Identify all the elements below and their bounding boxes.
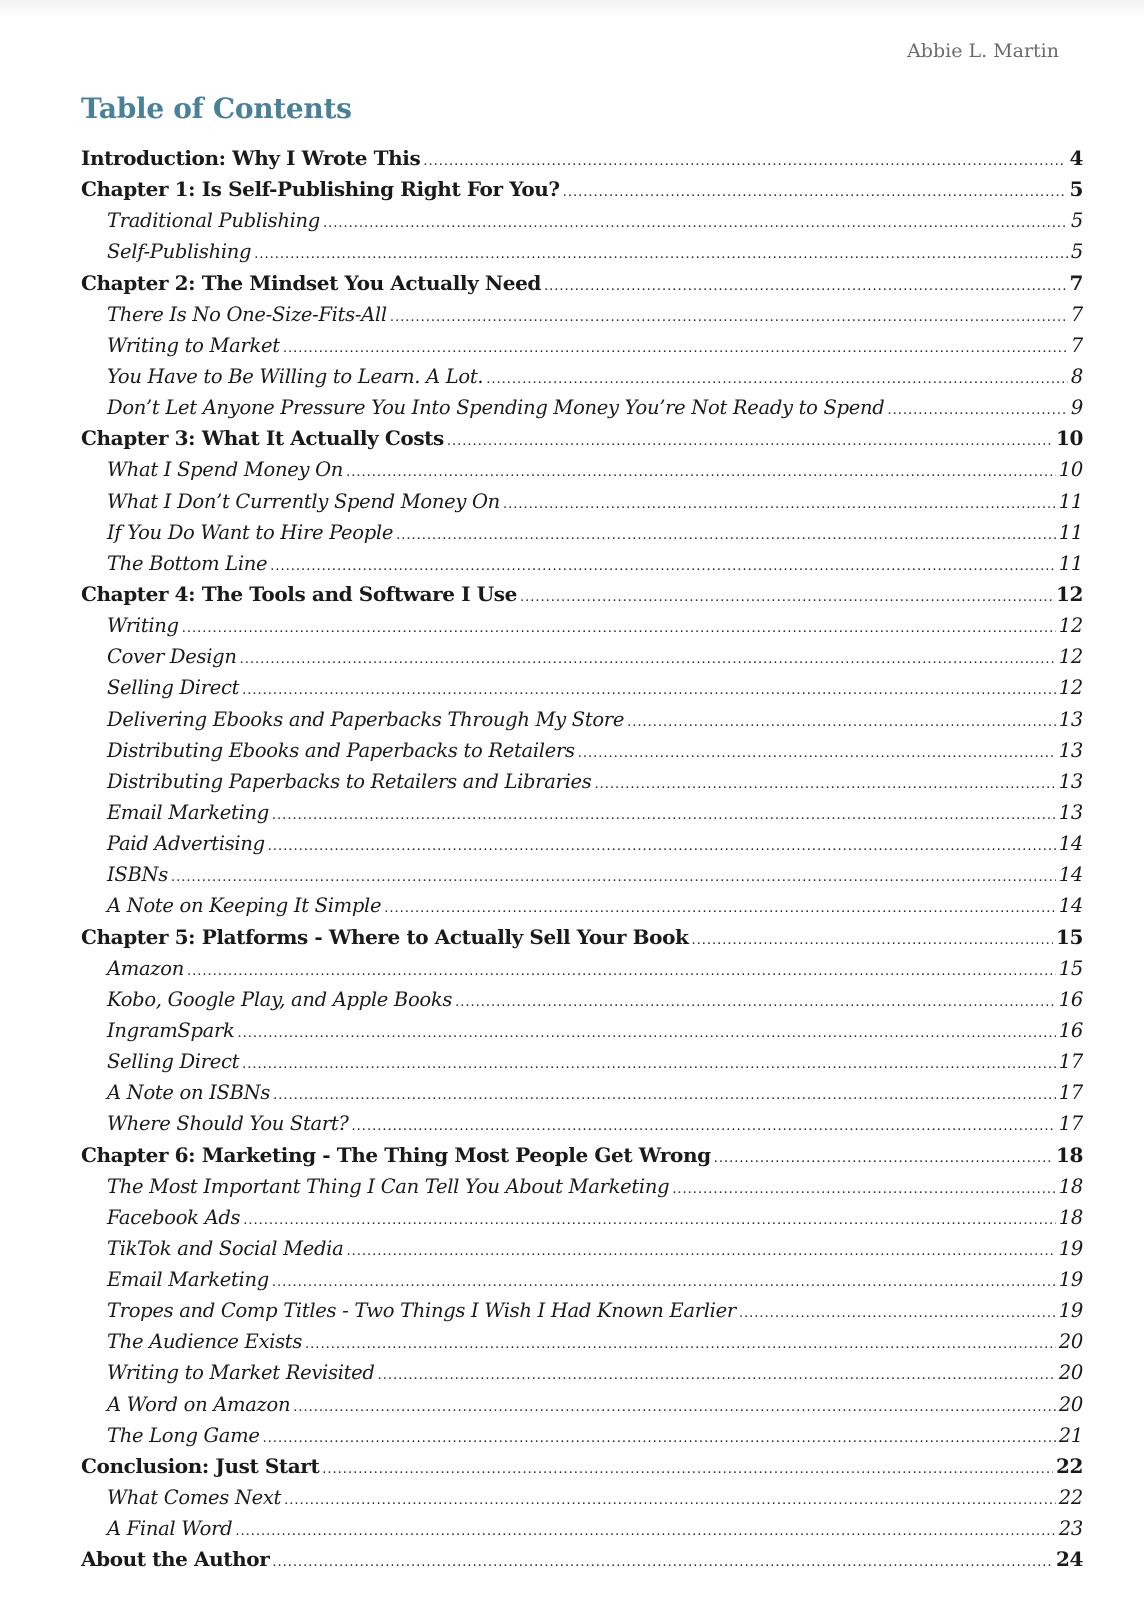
toc-entry-title: Writing to Market Revisited <box>107 1361 375 1385</box>
toc-dot-leader <box>272 1547 1053 1575</box>
toc-page-number: 12 <box>1058 676 1083 700</box>
toc-section-entry[interactable] <box>81 1295 1083 1326</box>
toc-dot-leader <box>263 1423 1056 1451</box>
toc-dot-leader <box>352 1111 1056 1139</box>
toc-dot-leader <box>284 1485 1056 1513</box>
toc-dot-leader <box>578 738 1056 766</box>
toc-section-entry[interactable] <box>81 704 1083 735</box>
toc-dot-leader <box>243 1205 1056 1233</box>
toc-dot-leader <box>384 893 1056 921</box>
toc-page-number: 7 <box>1070 302 1083 326</box>
toc-dot-leader <box>563 177 1067 205</box>
toc-page-number: 14 <box>1058 863 1083 887</box>
toc-page-number: 15 <box>1058 956 1083 980</box>
toc-page-number: 22 <box>1058 1486 1083 1510</box>
toc-dot-leader <box>270 551 1056 579</box>
toc-page-number: 7 <box>1070 333 1083 357</box>
toc-chapter-entry[interactable] <box>81 1544 1083 1575</box>
toc-section-entry[interactable] <box>81 486 1083 517</box>
toc-section-entry[interactable] <box>81 735 1083 766</box>
toc-page-number: 19 <box>1058 1268 1083 1292</box>
toc-dot-leader <box>242 675 1056 703</box>
toc-entry-title: A Note on ISBNs <box>107 1081 271 1105</box>
toc-page-number: 13 <box>1058 738 1083 762</box>
toc-page-number: 17 <box>1058 1050 1083 1074</box>
toc-entry-title: IngramSpark <box>107 1018 235 1042</box>
toc-dot-leader <box>240 644 1056 672</box>
toc-dot-leader <box>378 1360 1056 1388</box>
toc-entry-title: Email Marketing <box>107 1268 269 1292</box>
toc-entry-title: Chapter 3: What It Actually Costs <box>81 426 444 451</box>
toc-dot-leader <box>390 302 1068 330</box>
toc-entry-title: Where Should You Start? <box>107 1112 349 1136</box>
toc-page-number: 20 <box>1058 1361 1083 1385</box>
toc-section-entry[interactable] <box>81 205 1083 236</box>
toc-section-entry[interactable] <box>81 454 1083 485</box>
toc-page-number: 16 <box>1058 987 1083 1011</box>
toc-dot-leader <box>182 613 1056 641</box>
toc-entry-title: What I Don’t Currently Spend Money On <box>107 489 500 513</box>
toc-page-number: 20 <box>1058 1392 1083 1416</box>
toc-page-number: 18 <box>1058 1205 1083 1229</box>
toc-page-number: 17 <box>1058 1112 1083 1136</box>
toc-entry-title: You Have to Be Willing to Learn. A Lot. <box>107 364 484 388</box>
toc-section-entry[interactable] <box>81 672 1083 703</box>
toc-entry-title: Writing to Market <box>107 333 280 357</box>
toc-section-entry[interactable] <box>81 517 1083 548</box>
toc-dot-leader <box>323 208 1068 236</box>
toc-page-number: 11 <box>1058 489 1083 513</box>
toc-section-entry[interactable] <box>81 1389 1083 1420</box>
toc-page-number: 8 <box>1070 364 1083 388</box>
toc-chapter-entry[interactable] <box>81 143 1083 174</box>
toc-section-entry[interactable] <box>81 610 1083 641</box>
toc-dot-leader <box>187 956 1056 984</box>
toc-page-number: 12 <box>1058 614 1083 638</box>
toc-dot-leader <box>346 457 1056 485</box>
running-header-author: Abbie L. Martin <box>907 40 1059 62</box>
toc-dot-leader <box>242 1049 1056 1077</box>
toc-entry-title: Selling Direct <box>107 1050 240 1074</box>
toc-dot-leader <box>346 1236 1055 1264</box>
toc-section-entry[interactable] <box>81 797 1083 828</box>
toc-section-entry[interactable] <box>81 953 1083 984</box>
toc-page-number: 10 <box>1055 426 1083 451</box>
toc-entry-title: Email Marketing <box>107 800 269 824</box>
toc-entry-title: A Word on Amazon <box>107 1392 291 1416</box>
toc-dot-leader <box>627 707 1056 735</box>
toc-section-entry[interactable] <box>81 641 1083 672</box>
toc-entry-title: What I Spend Money On <box>107 458 344 482</box>
toc-page-number: 20 <box>1058 1330 1083 1354</box>
toc-dot-leader <box>254 239 1068 267</box>
toc-page-number: 12 <box>1058 645 1083 669</box>
toc-dot-leader <box>455 987 1056 1015</box>
toc-dot-leader <box>714 1143 1053 1171</box>
toc-page-number: 11 <box>1058 551 1083 575</box>
toc-page-number: 13 <box>1058 707 1083 731</box>
toc-entry-title: The Bottom Line <box>107 551 268 575</box>
toc-chapter-entry[interactable] <box>81 922 1083 953</box>
toc-page-number: 7 <box>1069 270 1083 295</box>
toc-page-number: 18 <box>1058 1174 1083 1198</box>
toc-entry-title: TikTok and Social Media <box>107 1236 344 1260</box>
toc-dot-leader <box>171 862 1056 890</box>
toc-dot-leader <box>322 1454 1053 1482</box>
toc-entry-title: A Note on Keeping It Simple <box>107 894 382 918</box>
toc-section-entry[interactable] <box>81 236 1083 267</box>
toc-dot-leader <box>305 1329 1056 1357</box>
toc-section-entry[interactable] <box>81 1482 1083 1513</box>
toc-chapter-entry[interactable] <box>81 579 1083 610</box>
toc-entry-title: The Long Game <box>107 1423 260 1447</box>
toc-section-entry[interactable] <box>81 828 1083 859</box>
toc-chapter-entry[interactable] <box>81 268 1083 299</box>
toc-section-entry[interactable] <box>81 1046 1083 1077</box>
toc-entry-title: Introduction: Why I Wrote This <box>81 146 421 170</box>
toc-page-number: 13 <box>1058 769 1083 793</box>
toc-section-entry[interactable] <box>81 984 1083 1015</box>
toc-section-entry[interactable] <box>81 890 1083 921</box>
toc-entry-title: Amazon <box>107 956 184 980</box>
toc-page-number: 12 <box>1055 581 1083 606</box>
toc-section-entry[interactable] <box>81 1233 1083 1264</box>
toc-section-entry[interactable] <box>81 1171 1083 1202</box>
toc-page-number: 9 <box>1070 396 1083 420</box>
toc-page-number: 24 <box>1055 1547 1083 1572</box>
toc-entry-title: Self-Publishing <box>107 240 252 264</box>
toc-chapter-entry[interactable] <box>81 423 1083 454</box>
toc-dot-leader <box>238 1018 1056 1046</box>
toc-dot-leader <box>691 925 1052 953</box>
toc-dot-leader <box>544 271 1066 299</box>
toc-page-number: 4 <box>1069 146 1083 170</box>
toc-dot-leader <box>520 582 1053 610</box>
toc-entry-title: A Final Word <box>107 1517 233 1541</box>
toc-entry-title: Writing <box>107 614 179 638</box>
toc-entry-title: Kobo, Google Play, and Apple Books <box>107 987 453 1011</box>
toc-section-entry[interactable] <box>81 1108 1083 1139</box>
toc-section-entry[interactable] <box>81 1357 1083 1388</box>
toc-section-entry[interactable] <box>81 330 1083 361</box>
toc-dot-leader <box>447 426 1053 454</box>
toc-entry-title: Distributing Paperbacks to Retailers and Libraries <box>107 769 592 793</box>
toc-dot-leader <box>235 1516 1055 1544</box>
toc-page-number: 15 <box>1055 924 1083 949</box>
toc-dot-leader <box>672 1174 1056 1202</box>
toc-entry-title: ISBNs <box>107 863 168 887</box>
toc-entry-title: The Audience Exists <box>107 1330 303 1354</box>
toc-dot-leader <box>293 1392 1056 1420</box>
toc-entry-title: Chapter 4: The Tools and Software I Use <box>81 581 517 606</box>
toc-page-number: 22 <box>1055 1453 1083 1478</box>
toc-page-number: 5 <box>1069 177 1083 202</box>
toc-page-number: 17 <box>1058 1081 1083 1105</box>
toc-title: Table of Contents <box>81 92 352 125</box>
toc-dot-leader <box>887 395 1067 423</box>
toc-page-number: 10 <box>1058 458 1083 482</box>
toc-section-entry[interactable] <box>81 1420 1083 1451</box>
toc-dot-leader <box>273 1080 1056 1108</box>
toc-entry-title: There Is No One-Size-Fits-All <box>107 302 387 326</box>
toc-entry-title: Cover Design <box>107 645 237 669</box>
toc-entry-title: The Most Important Thing I Can Tell You About Marketing <box>107 1174 670 1198</box>
toc-section-entry[interactable] <box>81 1264 1083 1295</box>
toc-page-number: 16 <box>1058 1018 1083 1042</box>
toc-dot-leader <box>423 146 1066 174</box>
toc-section-entry[interactable] <box>81 548 1083 579</box>
toc-entry-title: Chapter 2: The Mindset You Actually Need <box>81 270 541 295</box>
toc-entry-title: Selling Direct <box>107 676 240 700</box>
toc-page-number: 5 <box>1070 209 1083 233</box>
toc-dot-leader <box>268 831 1056 859</box>
toc-chapter-entry[interactable] <box>81 1451 1083 1482</box>
toc-page-number: 19 <box>1058 1236 1083 1260</box>
toc-page-number: 13 <box>1058 800 1083 824</box>
toc-section-entry[interactable] <box>81 1077 1083 1108</box>
toc-page-number: 11 <box>1058 520 1083 544</box>
toc-chapter-entry[interactable] <box>81 174 1083 205</box>
toc-dot-leader <box>486 364 1068 392</box>
toc-dot-leader <box>594 769 1055 797</box>
toc-entry-title: Chapter 6: Marketing - The Thing Most People Get Wrong <box>81 1142 711 1167</box>
toc-dot-leader <box>283 333 1068 361</box>
toc-section-entry[interactable] <box>81 859 1083 890</box>
toc-entry-title: If You Do Want to Hire People <box>107 520 394 544</box>
toc-entry-title: Delivering Ebooks and Paperbacks Through My Store <box>107 707 625 731</box>
toc-entry-title: Tropes and Comp Titles - Two Things I Wish I Had Known Earlier <box>107 1299 736 1323</box>
toc-dot-leader <box>272 1267 1056 1295</box>
toc-dot-leader <box>739 1298 1056 1326</box>
toc-section-entry[interactable] <box>81 361 1083 392</box>
toc-page-number: 18 <box>1055 1142 1083 1167</box>
toc-section-entry[interactable] <box>81 1326 1083 1357</box>
toc-section-entry[interactable] <box>81 1202 1083 1233</box>
toc-entry-title: What Comes Next <box>107 1486 282 1510</box>
toc-section-entry[interactable] <box>81 299 1083 330</box>
toc-page-number: 23 <box>1058 1517 1083 1541</box>
toc-entry-title: Facebook Ads <box>107 1205 241 1229</box>
toc-dot-leader <box>503 489 1056 517</box>
toc-dot-leader <box>396 520 1056 548</box>
toc-entry-title: Don’t Let Anyone Pressure You Into Spending Money You’re Not Ready to Spend <box>107 396 885 420</box>
toc-entry-title: Distributing Ebooks and Paperbacks to Retailers <box>107 738 575 762</box>
toc-chapter-entry[interactable] <box>81 1140 1083 1171</box>
toc-entry-title: Chapter 5: Platforms - Where to Actually Sell Your Book <box>81 924 689 949</box>
toc-page-number: 14 <box>1058 832 1083 856</box>
toc-page-number: 14 <box>1058 894 1083 918</box>
toc-dot-leader <box>272 800 1056 828</box>
toc-page-number: 19 <box>1058 1299 1083 1323</box>
toc-entry-title: Conclusion: Just Start <box>81 1453 320 1478</box>
toc-entry-title: Traditional Publishing <box>107 209 320 233</box>
toc-section-entry[interactable] <box>81 392 1083 423</box>
toc-section-entry[interactable] <box>81 1513 1083 1544</box>
toc-entry-title: Chapter 1: Is Self-Publishing Right For You? <box>81 177 560 202</box>
toc-entry-title: About the Author <box>81 1547 270 1572</box>
toc-section-entry[interactable] <box>81 766 1083 797</box>
toc-section-entry[interactable] <box>81 1015 1083 1046</box>
toc-page-number: 5 <box>1070 240 1083 264</box>
toc-entry-title: Paid Advertising <box>107 832 265 856</box>
toc-page-number: 21 <box>1058 1423 1083 1447</box>
toc-list <box>81 143 1083 1575</box>
